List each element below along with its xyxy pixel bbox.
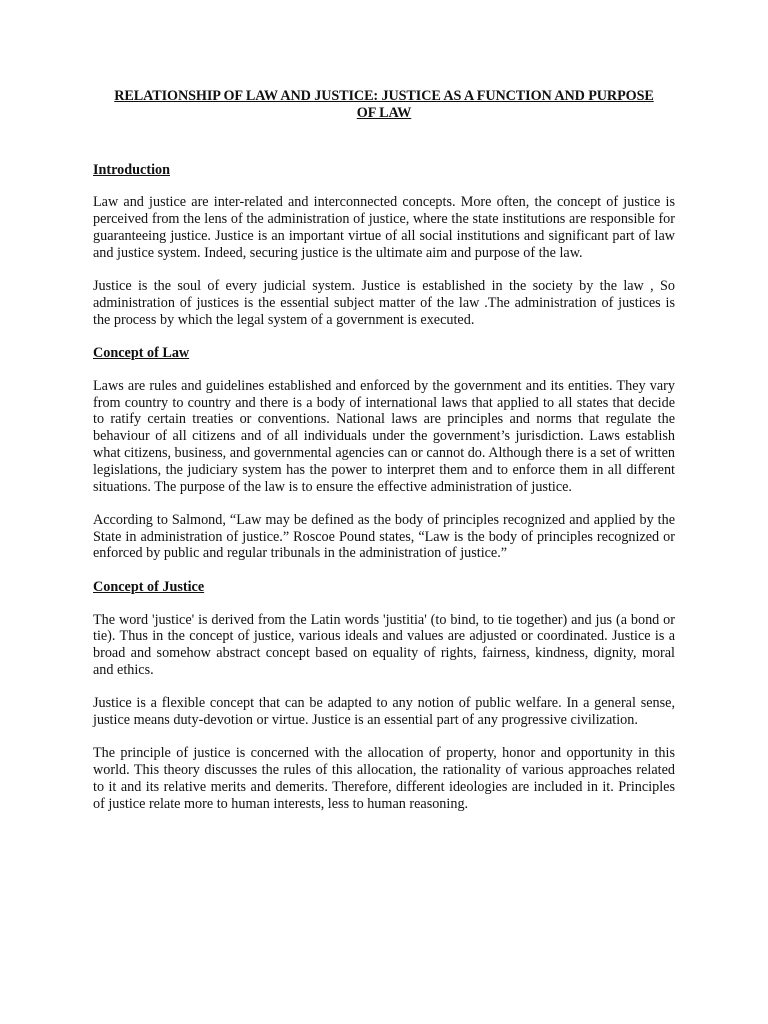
paragraph: The principle of justice is concerned with the allocation of property, honor and opportunity in this world. This theory discusses the rules of this allocation, the rationality of various approaches related to it and its relative merits and demerits. Therefore, different ideologies are included in it. Principles of justice relate more to human interests, less to human reasoning. bbox=[93, 745, 675, 812]
paragraph: The word 'justice' is derived from the Latin words 'justitia' (to bind, to tie together) and jus (a bond or tie). Thus in the concept of justice, various ideals and values are adjusted or coordinated. Justice is a broad and somehow abstract concept based on equality of rights, fairness, kindness, dignity, moral and ethics. bbox=[93, 611, 675, 678]
document-page bbox=[93, 88, 675, 813]
section-concept-of-justice bbox=[93, 579, 675, 813]
section-heading: Introduction bbox=[93, 161, 170, 178]
paragraph: Laws are rules and guidelines established and enforced by the government and its entities. They vary from country to country and there is a body of international laws that applied to all states that decide to ratify certain treaties or conventions. National laws are principles and norms that regulate the behaviour of all citizens and of all individuals under the government’s jurisdiction. Laws establish what citizens, business, and governmental agencies can or cannot do. Although there is a set of written legislations, the judiciary system has the power to interpret them and to enforce them in all different situations. The purpose of the law is to ensure the effective administration of justice. bbox=[93, 377, 675, 495]
paragraph: Justice is a flexible concept that can be adapted to any notion of public welfare. In a general sense, justice means duty-devotion or virtue. Justice is an essential part of any progressive civilization. bbox=[93, 695, 675, 729]
paragraph: According to Salmond, “Law may be defined as the body of principles recognized and applied by the State in administration of justice.” Roscoe Pound states, “Law is the body of principles recognized or enforced by public and regular tribunals in the administration of justice.” bbox=[93, 511, 675, 562]
section-heading: Concept of Law bbox=[93, 344, 190, 361]
paragraph: Law and justice are inter-related and interconnected concepts. More often, the concept of justice is perceived from the lens of the administration of justice, where the state institutions are responsible for guaranteeing justice. Justice is an important virtue of all social institutions and significant part of law and justice system. Indeed, securing justice is the ultimate aim and purpose of the law. bbox=[93, 194, 675, 261]
paragraph: Justice is the soul of every judicial system. Justice is established in the society by the law , So administration of justices is the essential subject matter of the law .The administration of justices is the process by which the legal system of a government is executed. bbox=[93, 278, 675, 328]
document-title: RELATIONSHIP OF LAW AND JUSTICE: JUSTICE AS A FUNCTION AND PURPOSE OF LAW bbox=[114, 88, 654, 121]
section-introduction bbox=[93, 162, 675, 345]
section-heading: Concept of Justice bbox=[93, 578, 205, 595]
section-concept-of-law bbox=[93, 345, 675, 579]
